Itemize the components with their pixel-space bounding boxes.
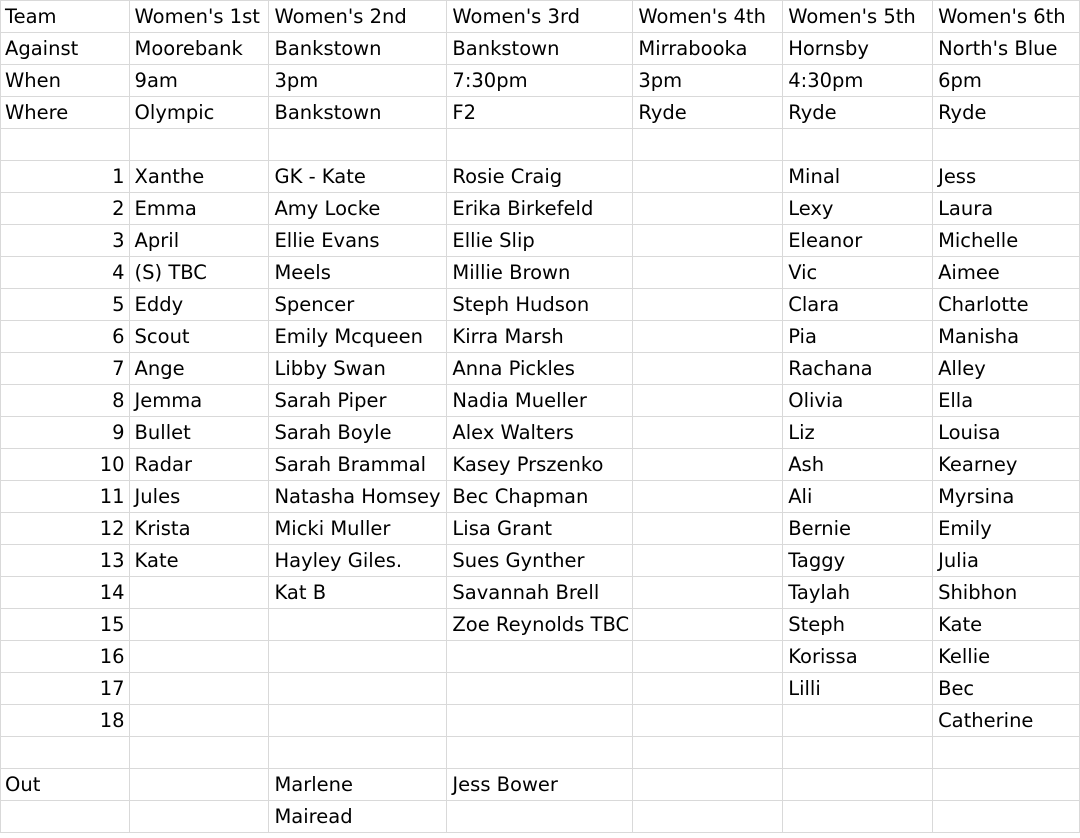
cell[interactable]: Xanthe <box>129 161 269 193</box>
row-label-cell[interactable] <box>1 801 130 833</box>
cell[interactable] <box>129 641 269 673</box>
cell[interactable]: Kearney <box>933 449 1080 481</box>
cell[interactable]: Women's 4th <box>633 1 783 33</box>
cell[interactable] <box>129 801 269 833</box>
player-number-cell[interactable]: 9 <box>1 417 130 449</box>
cell[interactable] <box>633 417 783 449</box>
cell[interactable]: Lexy <box>783 193 933 225</box>
cell[interactable]: Taylah <box>783 577 933 609</box>
cell[interactable]: Olympic <box>129 97 269 129</box>
player-number-cell[interactable]: 2 <box>1 193 130 225</box>
cell[interactable]: Natasha Homsey <box>269 481 447 513</box>
cell[interactable]: Meels <box>269 257 447 289</box>
player-row <box>1 449 1080 481</box>
player-row <box>1 289 1080 321</box>
cell[interactable]: Sues Gynther <box>447 545 633 577</box>
cell[interactable] <box>447 129 633 161</box>
cell[interactable]: Korissa <box>783 641 933 673</box>
player-row <box>1 609 1080 641</box>
cell[interactable]: Women's 2nd <box>269 1 447 33</box>
player-number-cell[interactable]: 12 <box>1 513 130 545</box>
cell[interactable] <box>783 801 933 833</box>
cell[interactable]: Amy Locke <box>269 193 447 225</box>
cell[interactable]: Emma <box>129 193 269 225</box>
player-row <box>1 641 1080 673</box>
cell[interactable]: Women's 5th <box>783 1 933 33</box>
cell[interactable] <box>129 673 269 705</box>
cell[interactable]: Eleanor <box>783 225 933 257</box>
player-row <box>1 353 1080 385</box>
cell[interactable]: 7:30pm <box>447 65 633 97</box>
cell[interactable]: Moorebank <box>129 33 269 65</box>
cell[interactable] <box>633 321 783 353</box>
cell[interactable] <box>129 577 269 609</box>
cell[interactable]: Minal <box>783 161 933 193</box>
player-row <box>1 513 1080 545</box>
cell[interactable] <box>933 737 1080 769</box>
spreadsheet-body <box>1 1 1080 833</box>
cell[interactable]: April <box>129 225 269 257</box>
cell[interactable]: Sarah Brammal <box>269 449 447 481</box>
player-row <box>1 705 1080 737</box>
cell[interactable]: Ryde <box>783 97 933 129</box>
cell[interactable]: Bankstown <box>447 33 633 65</box>
cell[interactable]: Hornsby <box>783 33 933 65</box>
player-number-cell[interactable]: 13 <box>1 545 130 577</box>
row-label-cell[interactable]: When <box>1 65 130 97</box>
cell[interactable] <box>1 129 130 161</box>
player-number-cell[interactable]: 10 <box>1 449 130 481</box>
cell[interactable] <box>269 609 447 641</box>
cell[interactable]: Vic <box>783 257 933 289</box>
header-row <box>1 1 1080 33</box>
row-label-cell[interactable]: Against <box>1 33 130 65</box>
cell[interactable]: Jemma <box>129 385 269 417</box>
cell[interactable]: Julia <box>933 545 1080 577</box>
cell[interactable]: Emily <box>933 513 1080 545</box>
blank-row <box>1 129 1080 161</box>
cell[interactable]: Kirra Marsh <box>447 321 633 353</box>
player-number-cell[interactable]: 18 <box>1 705 130 737</box>
player-number-cell[interactable]: 1 <box>1 161 130 193</box>
cell[interactable]: Savannah Brell <box>447 577 633 609</box>
cell[interactable]: Ryde <box>633 97 783 129</box>
cell[interactable]: Myrsina <box>933 481 1080 513</box>
cell[interactable]: 9am <box>129 65 269 97</box>
player-number-cell[interactable]: 16 <box>1 641 130 673</box>
cell[interactable]: 6pm <box>933 65 1080 97</box>
cell[interactable]: Bec <box>933 673 1080 705</box>
cell[interactable]: Catherine <box>933 705 1080 737</box>
cell[interactable] <box>633 353 783 385</box>
cell[interactable]: Alley <box>933 353 1080 385</box>
cell[interactable]: Libby Swan <box>269 353 447 385</box>
player-number-cell[interactable]: 7 <box>1 353 130 385</box>
player-row <box>1 545 1080 577</box>
player-row <box>1 225 1080 257</box>
cell[interactable] <box>633 225 783 257</box>
cell[interactable]: Ellie Slip <box>447 225 633 257</box>
cell[interactable]: Taggy <box>783 545 933 577</box>
cell[interactable]: Bullet <box>129 417 269 449</box>
row-label-cell[interactable]: Where <box>1 97 130 129</box>
cell[interactable]: 4:30pm <box>783 65 933 97</box>
player-row <box>1 417 1080 449</box>
cell[interactable]: Women's 6th <box>933 1 1080 33</box>
player-row <box>1 193 1080 225</box>
cell[interactable] <box>129 609 269 641</box>
header-row <box>1 33 1080 65</box>
cell[interactable] <box>783 705 933 737</box>
cell[interactable]: Ali <box>783 481 933 513</box>
cell[interactable] <box>633 161 783 193</box>
cell[interactable] <box>129 737 269 769</box>
cell[interactable]: Kat B <box>269 577 447 609</box>
player-number-cell[interactable]: 3 <box>1 225 130 257</box>
cell[interactable]: Mirrabooka <box>633 33 783 65</box>
cell[interactable]: Clara <box>783 289 933 321</box>
cell[interactable]: Olivia <box>783 385 933 417</box>
cell[interactable]: Michelle <box>933 225 1080 257</box>
cell[interactable] <box>633 449 783 481</box>
cell[interactable]: 3pm <box>269 65 447 97</box>
cell[interactable] <box>633 481 783 513</box>
cell[interactable]: Krista <box>129 513 269 545</box>
cell[interactable] <box>129 769 269 801</box>
header-row <box>1 97 1080 129</box>
cell[interactable]: Liz <box>783 417 933 449</box>
cell[interactable] <box>129 129 269 161</box>
player-row <box>1 161 1080 193</box>
cell[interactable]: Charlotte <box>933 289 1080 321</box>
cell[interactable]: Ryde <box>933 97 1080 129</box>
player-number-cell[interactable]: 14 <box>1 577 130 609</box>
cell[interactable] <box>633 129 783 161</box>
cell[interactable] <box>633 641 783 673</box>
cell[interactable]: Zoe Reynolds TBC <box>447 609 633 641</box>
player-row <box>1 577 1080 609</box>
cell[interactable] <box>129 705 269 737</box>
cell[interactable]: Sarah Boyle <box>269 417 447 449</box>
cell[interactable]: Ella <box>933 385 1080 417</box>
cell[interactable]: Louisa <box>933 417 1080 449</box>
cell[interactable]: Kasey Prszenko <box>447 449 633 481</box>
cell[interactable] <box>269 673 447 705</box>
cell[interactable] <box>633 801 783 833</box>
cell[interactable]: Bankstown <box>269 33 447 65</box>
cell[interactable] <box>633 193 783 225</box>
cell[interactable]: Mairead <box>269 801 447 833</box>
cell[interactable] <box>633 769 783 801</box>
cell[interactable]: (S) TBC <box>129 257 269 289</box>
out-row <box>1 769 1080 801</box>
player-number-cell[interactable]: 5 <box>1 289 130 321</box>
cell[interactable]: Radar <box>129 449 269 481</box>
cell[interactable] <box>633 705 783 737</box>
cell[interactable] <box>783 737 933 769</box>
cell[interactable] <box>933 129 1080 161</box>
cell[interactable] <box>633 673 783 705</box>
cell[interactable]: Kellie <box>933 641 1080 673</box>
cell[interactable] <box>269 129 447 161</box>
cell[interactable]: Eddy <box>129 289 269 321</box>
cell[interactable] <box>633 577 783 609</box>
cell[interactable] <box>633 545 783 577</box>
cell[interactable]: Women's 1st <box>129 1 269 33</box>
cell[interactable]: Jules <box>129 481 269 513</box>
cell[interactable]: Lisa Grant <box>447 513 633 545</box>
cell[interactable] <box>633 257 783 289</box>
cell[interactable]: Bankstown <box>269 97 447 129</box>
cell[interactable]: Spencer <box>269 289 447 321</box>
cell[interactable]: Emily Mcqueen <box>269 321 447 353</box>
cell[interactable] <box>447 737 633 769</box>
cell[interactable]: Steph Hudson <box>447 289 633 321</box>
cell[interactable]: Aimee <box>933 257 1080 289</box>
cell[interactable]: North's Blue <box>933 33 1080 65</box>
cell[interactable]: Manisha <box>933 321 1080 353</box>
cell[interactable] <box>783 769 933 801</box>
player-number-cell[interactable]: 4 <box>1 257 130 289</box>
cell[interactable]: GK - Kate <box>269 161 447 193</box>
cell[interactable] <box>447 641 633 673</box>
cell[interactable]: Ange <box>129 353 269 385</box>
cell[interactable] <box>269 705 447 737</box>
cell[interactable]: F2 <box>447 97 633 129</box>
player-number-cell[interactable]: 6 <box>1 321 130 353</box>
cell[interactable] <box>633 737 783 769</box>
cell[interactable]: Jess <box>933 161 1080 193</box>
out-row <box>1 801 1080 833</box>
cell[interactable] <box>447 673 633 705</box>
cell[interactable]: 3pm <box>633 65 783 97</box>
player-number-cell[interactable]: 11 <box>1 481 130 513</box>
cell[interactable] <box>269 641 447 673</box>
cell[interactable] <box>633 289 783 321</box>
cell[interactable]: Shibhon <box>933 577 1080 609</box>
cell[interactable] <box>633 609 783 641</box>
row-label-cell[interactable]: Team <box>1 1 130 33</box>
cell[interactable] <box>269 737 447 769</box>
player-number-cell[interactable]: 15 <box>1 609 130 641</box>
cell[interactable]: Laura <box>933 193 1080 225</box>
header-row <box>1 65 1080 97</box>
cell[interactable]: Kate <box>933 609 1080 641</box>
cell[interactable] <box>1 737 130 769</box>
cell[interactable]: Micki Muller <box>269 513 447 545</box>
player-number-cell[interactable]: 8 <box>1 385 130 417</box>
cell[interactable]: Alex Walters <box>447 417 633 449</box>
cell[interactable]: Jess Bower <box>447 769 633 801</box>
cell[interactable]: Marlene <box>269 769 447 801</box>
cell[interactable]: Ellie Evans <box>269 225 447 257</box>
cell[interactable]: Ash <box>783 449 933 481</box>
cell[interactable]: Millie Brown <box>447 257 633 289</box>
cell[interactable] <box>783 129 933 161</box>
cell[interactable]: Bernie <box>783 513 933 545</box>
player-row <box>1 385 1080 417</box>
row-label-cell[interactable]: Out <box>1 769 130 801</box>
player-row <box>1 673 1080 705</box>
player-number-cell[interactable]: 17 <box>1 673 130 705</box>
cell[interactable] <box>447 705 633 737</box>
player-row <box>1 257 1080 289</box>
cell[interactable]: Kate <box>129 545 269 577</box>
cell[interactable]: Anna Pickles <box>447 353 633 385</box>
cell[interactable] <box>933 769 1080 801</box>
cell[interactable] <box>933 801 1080 833</box>
cell[interactable] <box>633 513 783 545</box>
cell[interactable] <box>447 801 633 833</box>
cell[interactable]: Scout <box>129 321 269 353</box>
cell[interactable]: Steph <box>783 609 933 641</box>
cell[interactable]: Bec Chapman <box>447 481 633 513</box>
cell[interactable]: Rosie Craig <box>447 161 633 193</box>
cell[interactable]: Hayley Giles. <box>269 545 447 577</box>
cell[interactable]: Erika Birkefeld <box>447 193 633 225</box>
player-row <box>1 321 1080 353</box>
cell[interactable]: Women's 3rd <box>447 1 633 33</box>
player-row <box>1 481 1080 513</box>
cell[interactable]: Pia <box>783 321 933 353</box>
cell[interactable]: Rachana <box>783 353 933 385</box>
blank-row <box>1 737 1080 769</box>
cell[interactable]: Sarah Piper <box>269 385 447 417</box>
cell[interactable]: Lilli <box>783 673 933 705</box>
cell[interactable]: Nadia Mueller <box>447 385 633 417</box>
cell[interactable] <box>633 385 783 417</box>
